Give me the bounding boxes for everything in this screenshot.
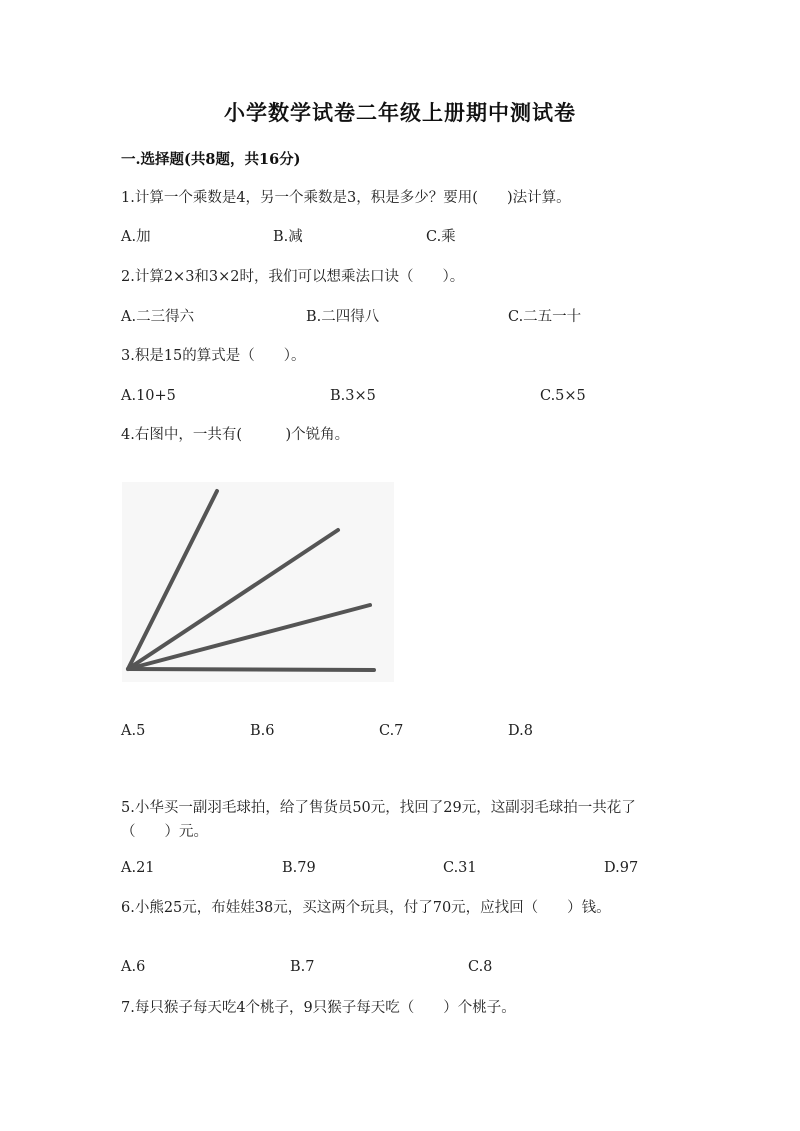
q2-option-b[interactable]: B.二四得八 bbox=[306, 309, 380, 325]
section-heading: 一.选择题(共8题，共16分) bbox=[121, 151, 301, 168]
q1-option-a[interactable]: A.加 bbox=[121, 229, 151, 245]
q3-option-b[interactable]: B.3×5 bbox=[330, 388, 376, 404]
q4-option-a[interactable]: A.5 bbox=[121, 723, 146, 739]
q3-option-c[interactable]: C.5×5 bbox=[540, 388, 586, 404]
q4-option-c[interactable]: C.7 bbox=[379, 723, 404, 739]
q2-option-a[interactable]: A.二三得六 bbox=[121, 309, 195, 325]
question-3: 3.积是15的算式是（ ）。 bbox=[121, 348, 306, 364]
question-4: 4.右图中，一共有( )个锐角。 bbox=[121, 427, 350, 443]
question-7: 7.每只猴子每天吃4个桃子，9只猴子每天吃（ ）个桃子。 bbox=[121, 1000, 516, 1016]
q6-option-a[interactable]: A.6 bbox=[121, 959, 146, 975]
question-1: 1.计算一个乘数是4，另一个乘数是3，积是多少？要用( )法计算。 bbox=[121, 190, 571, 206]
q3-option-a[interactable]: A.10+5 bbox=[121, 388, 176, 404]
q6-option-b[interactable]: B.7 bbox=[290, 959, 315, 975]
q4-option-b[interactable]: B.6 bbox=[250, 723, 275, 739]
question-5: 5.小华买一副羽毛球拍，给了售货员50元，找回了29元，这副羽毛球拍一共花了（ ）元。 bbox=[121, 800, 636, 840]
acute-angles-figure bbox=[118, 478, 398, 688]
question-2: 2.计算2×3和3×2时，我们可以想乘法口诀（ ）。 bbox=[121, 269, 465, 285]
angle-ray-4 bbox=[128, 669, 374, 670]
q1-option-c[interactable]: C.乘 bbox=[426, 229, 456, 245]
question-6: 6.小熊25元，布娃娃38元，买这两个玩具，付了70元，应找回（ ）钱。 bbox=[121, 900, 611, 916]
q5-option-a[interactable]: A.21 bbox=[121, 860, 155, 876]
q5-option-c[interactable]: C.31 bbox=[443, 860, 477, 876]
q6-option-c[interactable]: C.8 bbox=[468, 959, 493, 975]
q5-option-b[interactable]: B.79 bbox=[282, 860, 316, 876]
q2-option-c[interactable]: C.二五一十 bbox=[508, 309, 582, 325]
q5-option-d[interactable]: D.97 bbox=[604, 860, 639, 876]
page-title: 小学数学试卷二年级上册期中测试卷 bbox=[224, 100, 576, 125]
q4-option-d[interactable]: D.8 bbox=[508, 723, 533, 739]
q1-option-b[interactable]: B.减 bbox=[273, 229, 303, 245]
